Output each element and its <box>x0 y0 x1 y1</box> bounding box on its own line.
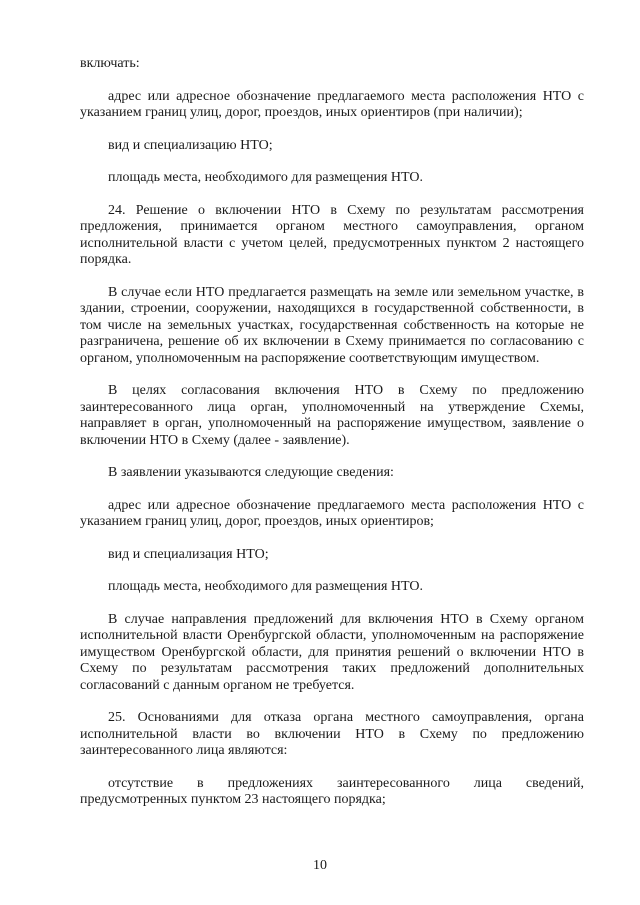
paragraph-approval: В целях согласования включения НТО в Схему по предложению заинтересованного лица орган, уполномоченный на утверждение Схемы, направляет в орган, уполномоченный на распоряжение имуществом, заявление о включении НТО в Схему (далее - заявление). <box>80 383 584 448</box>
paragraph-address-2: адрес или адресное обозначение предлагаемого места расположения НТО с указанием границ улиц, дорог, проездов, иных ориентиров; <box>80 497 584 529</box>
page-number: 10 <box>313 858 327 873</box>
paragraph-item-25: 25. Основаниями для отказа органа местного самоуправления, органа исполнительной власти во включении НТО в Схему по предложению заинтересованного лица являются: <box>80 710 584 758</box>
paragraph-regional-authority: В случае направления предложений для включения НТО в Схему органом исполнительной власти Оренбургской области, уполномоченным на распоряжение имуществом Оренбургской области, для принятия решений о включении НТО в Схему по результатам рассмотрения таких предложений дополнительных согласований с данным органом не требуется. <box>80 611 584 693</box>
paragraph-address: адрес или адресное обозначение предлагаемого места расположения НТО с указанием границ улиц, дорог, проездов, иных ориентиров (при наличии); <box>80 88 584 120</box>
paragraph-type: вид и специализацию НТО; <box>108 137 273 153</box>
lead-text: включать: <box>80 56 140 71</box>
paragraph-item-24: 24. Решение о включении НТО в Схему по результатам рассмотрения предложения, принимается органом местного самоуправления, органом исполнительной власти с учетом целей, предусмотренных пунктом 2 настоящего порядка. <box>80 202 584 267</box>
paragraph-refusal-reason: отсутствие в предложениях заинтересованного лица сведений, предусмотренных пунктом 23 настоящего порядка; <box>80 775 584 807</box>
paragraph-application-info: В заявлении указываются следующие сведения: <box>108 465 394 480</box>
paragraph-area-2: площадь места, необходимого для размещения НТО. <box>108 579 424 594</box>
paragraph-type-2: вид и специализация НТО; <box>108 546 269 562</box>
paragraph-area: площадь места, необходимого для размещения НТО. <box>108 170 424 185</box>
paragraph-state-property: В случае если НТО предлагается размещать на земле или земельном участке, в здании, строении, сооружении, находящихся в государственной собственности, в том числе на земельных участках, государственная собственность на которые не разграничена, решение об их включении в Схему принимается по согласованию с органом, уполномоченным на распоряжение соответствующим имуществом. <box>80 284 584 366</box>
